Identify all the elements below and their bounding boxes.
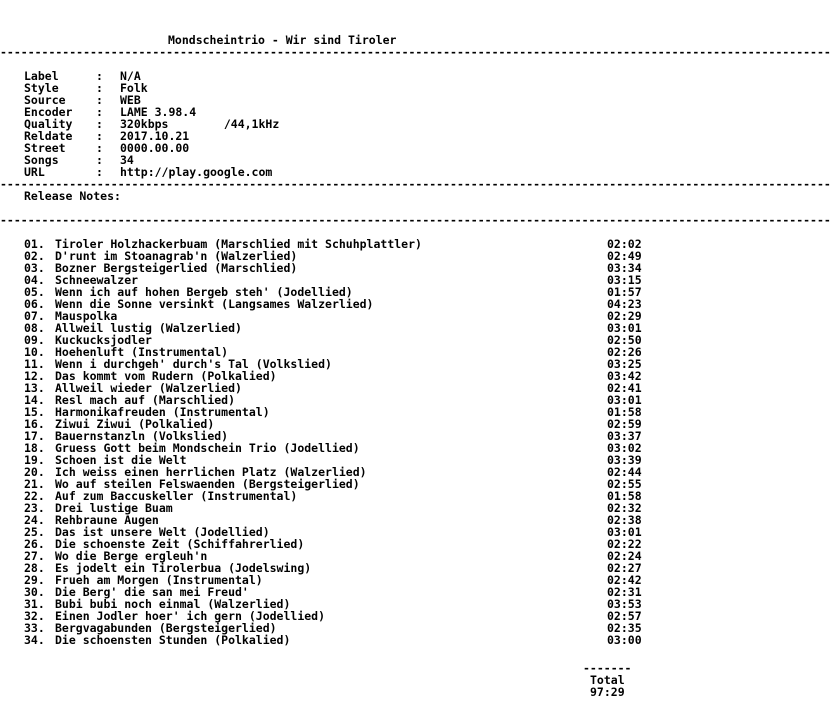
track-number: 10. — [24, 345, 45, 359]
track-duration: 02:41 — [607, 381, 642, 395]
info-key: Street — [24, 141, 66, 155]
track-title: Schneewalzer — [55, 273, 139, 287]
track-duration: 02:57 — [607, 609, 642, 623]
track-duration: 01:58 — [607, 405, 642, 419]
track-number: 15. — [24, 405, 45, 419]
info-value: 34 — [120, 153, 134, 167]
track-row — [24, 634, 720, 646]
track-number: 26. — [24, 537, 45, 551]
track-title: Allweil lustig (Walzerlied) — [55, 321, 242, 335]
track-duration: 03:37 — [607, 429, 642, 443]
track-duration: 03:02 — [607, 441, 642, 455]
track-number: 33. — [24, 621, 45, 635]
info-value: http://play.google.com — [120, 165, 273, 179]
track-title: Tiroler Holzhackerbuam (Marschlied mit Schuhplattler) — [55, 237, 422, 251]
track-number: 19. — [24, 453, 45, 467]
track-number: 11. — [24, 357, 45, 371]
info-value: WEB — [120, 93, 141, 107]
track-number: 21. — [24, 477, 45, 491]
track-duration: 02:50 — [607, 333, 642, 347]
info-value: LAME 3.98.4 — [120, 105, 197, 119]
track-title: Bauernstanzln (Volkslied) — [55, 429, 229, 443]
track-duration: 01:57 — [607, 285, 642, 299]
track-duration: 02:31 — [607, 585, 642, 599]
info-key: Label — [24, 69, 59, 83]
track-number: 29. — [24, 573, 45, 587]
track-number: 25. — [24, 525, 45, 539]
track-duration: 02:27 — [607, 561, 642, 575]
track-duration: 02:32 — [607, 501, 642, 515]
info-value: 320kbps /44,1kHz — [120, 117, 280, 131]
track-title: Schoen ist die Welt — [55, 453, 187, 467]
track-title: Einen Jodler hoer' ich gern (Jodellied) — [55, 609, 326, 623]
track-number: 20. — [24, 465, 45, 479]
track-duration: 02:35 — [607, 621, 642, 635]
track-duration: 03:01 — [607, 525, 642, 539]
track-number: 28. — [24, 561, 45, 575]
track-number: 17. — [24, 429, 45, 443]
track-duration: 03:25 — [607, 357, 642, 371]
track-number: 16. — [24, 417, 45, 431]
track-duration: 02:02 — [607, 237, 642, 251]
info-key: URL — [24, 165, 45, 179]
track-number: 09. — [24, 333, 45, 347]
track-number: 01. — [24, 237, 45, 251]
info-value: Folk — [120, 81, 148, 95]
track-title: Hoehenluft (Instrumental) — [55, 345, 229, 359]
track-duration: 03:42 — [607, 369, 642, 383]
track-number: 03. — [24, 261, 45, 275]
track-title: Das kommt vom Rudern (Polkalied) — [55, 369, 277, 383]
track-number: 30. — [24, 585, 45, 599]
track-title: D'runt im Stoanagrab'n (Walzerlied) — [55, 249, 298, 263]
track-duration: 03:15 — [607, 273, 642, 287]
info-value: 0000.00.00 — [120, 141, 190, 155]
track-title: Rehbraune Augen — [55, 513, 159, 527]
track-number: 27. — [24, 549, 45, 563]
release-notes-label: Release Notes: — [24, 189, 121, 203]
track-number: 02. — [24, 249, 45, 263]
track-number: 23. — [24, 501, 45, 515]
track-title: Gruess Gott beim Mondschein Trio (Jodellied) — [55, 441, 360, 455]
info-separator: : — [96, 141, 110, 155]
track-title: Bubi bubi noch einmal (Walzerlied) — [55, 597, 291, 611]
info-key: Encoder — [24, 105, 73, 119]
track-title: Die schoensten Stunden (Polkalied) — [55, 633, 291, 647]
info-separator: : — [96, 93, 110, 107]
separator-line: ------------------------------------------------------------------------------------------------------------------------ — [0, 213, 831, 227]
separator-line: ------------------------------------------------------------------------------------------------------------------------ — [0, 177, 831, 191]
track-title: Wenn i durchgeh' durch's Tal (Volkslied) — [55, 357, 332, 371]
track-duration: 02:42 — [607, 573, 642, 587]
track-title: Die schoenste Zeit (Schiffahrerlied) — [55, 537, 305, 551]
track-duration: 02:24 — [607, 549, 642, 563]
track-title: Mauspolka — [55, 309, 118, 323]
track-duration: 02:29 — [607, 309, 642, 323]
info-key: Source — [24, 93, 66, 107]
track-duration: 03:01 — [607, 393, 642, 407]
info-key: Style — [24, 81, 59, 95]
info-key: Quality — [24, 117, 73, 131]
track-number: 05. — [24, 285, 45, 299]
track-number: 24. — [24, 513, 45, 527]
track-title: Allweil wieder (Walzerlied) — [55, 381, 242, 395]
track-duration: 01:58 — [607, 489, 642, 503]
track-duration: 02:49 — [607, 249, 642, 263]
track-duration: 02:55 — [607, 477, 642, 491]
track-number: 04. — [24, 273, 45, 287]
info-separator: : — [96, 129, 110, 143]
track-number: 14. — [24, 393, 45, 407]
track-title: Wo auf steilen Felswaenden (Bergsteigerlied) — [55, 477, 360, 491]
track-number: 18. — [24, 441, 45, 455]
track-duration: 02:26 — [607, 345, 642, 359]
track-title: Frueh am Morgen (Instrumental) — [55, 573, 263, 587]
track-duration: 02:44 — [607, 465, 642, 479]
total-block — [583, 662, 643, 698]
info-value: 2017.10.21 — [120, 129, 190, 143]
track-number: 22. — [24, 489, 45, 503]
total-value: 97:29 — [590, 685, 625, 699]
separator-line: ------------------------------------------------------------------------------------------------------------------------ — [0, 45, 831, 59]
info-separator: : — [96, 69, 110, 83]
track-duration: 02:22 — [607, 537, 642, 551]
info-value: N/A — [120, 69, 141, 83]
track-title: Bergvagabunden (Bergsteigerlied) — [55, 621, 277, 635]
track-title: Ziwui Ziwui (Polkalied) — [55, 417, 215, 431]
info-separator: : — [96, 117, 110, 131]
track-number: 07. — [24, 309, 45, 323]
tracklist — [24, 238, 720, 646]
info-key: Reldate — [24, 129, 73, 143]
track-number: 12. — [24, 369, 45, 383]
info-separator: : — [96, 153, 110, 167]
track-title: Resl mach auf (Marschlied) — [55, 393, 236, 407]
track-duration: 03:00 — [607, 633, 642, 647]
track-duration: 02:38 — [607, 513, 642, 527]
track-duration: 03:01 — [607, 321, 642, 335]
track-duration: 04:23 — [607, 297, 642, 311]
total-label: Total — [590, 673, 625, 687]
info-separator: : — [96, 105, 110, 119]
track-duration: 03:53 — [607, 597, 642, 611]
track-title: Wo die Berge ergleuh'n — [55, 549, 208, 563]
track-number: 31. — [24, 597, 45, 611]
track-title: Bozner Bergsteigerlied (Marschlied) — [55, 261, 298, 275]
track-title: Die Berg' die san mei Freud' — [55, 585, 249, 599]
track-title: Drei lustige Buam — [55, 501, 173, 515]
info-key: Songs — [24, 153, 59, 167]
track-duration: 03:39 — [607, 453, 642, 467]
track-number: 13. — [24, 381, 45, 395]
total-rule: ------- — [583, 661, 632, 675]
track-title: Harmonikafreuden (Instrumental) — [55, 405, 270, 419]
nfo-document — [0, 33, 831, 647]
track-title: Wenn ich auf hohen Bergeb steh' (Jodellied) — [55, 285, 353, 299]
track-title: Wenn die Sonne versinkt (Langsames Walzerlied) — [55, 297, 374, 311]
track-title: Ich weiss einen herrlichen Platz (Walzerlied) — [55, 465, 367, 479]
info-separator: : — [96, 81, 110, 95]
track-duration: 02:59 — [607, 417, 642, 431]
release-info — [24, 70, 720, 178]
info-separator: : — [96, 165, 110, 179]
track-title: Kuckucksjodler — [55, 333, 152, 347]
track-number: 34. — [24, 633, 45, 647]
track-number: 32. — [24, 609, 45, 623]
track-title: Auf zum Baccuskeller (Instrumental) — [55, 489, 298, 503]
album-title: Mondscheintrio - Wir sind Tiroler — [168, 33, 397, 47]
track-duration: 03:34 — [607, 261, 642, 275]
track-title: Es jodelt ein Tirolerbua (Jodelswing) — [55, 561, 312, 575]
track-number: 08. — [24, 321, 45, 335]
track-title: Das ist unsere Welt (Jodellied) — [55, 525, 270, 539]
track-number: 06. — [24, 297, 45, 311]
